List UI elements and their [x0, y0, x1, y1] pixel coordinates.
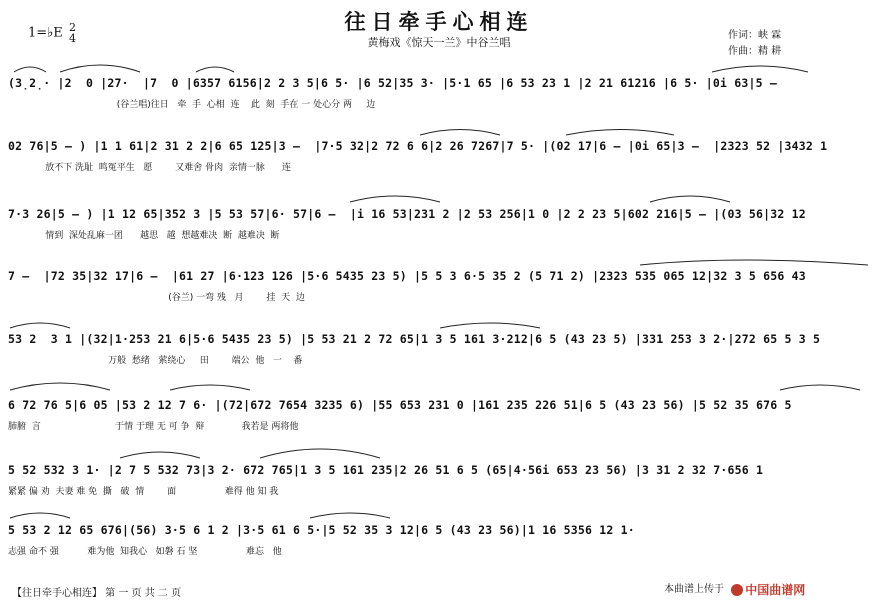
logo-text: 中国曲谱网 [745, 582, 806, 597]
lyric-line: 志强 命不 强 难为他 知我心 如磐 石 坚 难忘 他 [8, 547, 282, 557]
lyric-line: 情到 深处乱麻一团 越思 越 想越难决 断 越难决 断 [8, 231, 280, 241]
slur [14, 67, 46, 72]
slur [10, 383, 110, 390]
notation-line: 5 53 2 12 65 676|(56) 3·5 6 1 2 |3·5 61 6 5·|5 52 35 3 12|6 5 (43 23 56)|1 16 5356 12 1· [8, 523, 635, 537]
lyric-line: 紧紧 偏 劝 夫妻 难 免 撕 破 情 面 难得 他 知 我 [8, 487, 279, 497]
key-tonic: ♭E [47, 25, 63, 41]
lyricist-credit: 作词：峡 霖 [728, 30, 782, 41]
notation-line: 6 72 76 5|6 05 |53 2 12 7 6· |(72|672 7654 3235 6) |55 653 231 0 |161 235 226 51|6 5 (43 23 56) |5 52 35 676 5 [8, 398, 792, 412]
page-indicator: 【往日牵手心相连】 第 一 页 共 二 页 [12, 588, 182, 599]
lyric-line: 肺腑 言 于情 于理 无 可 争 辩 我若是 两将他 [8, 422, 299, 432]
slur [10, 323, 70, 328]
notation-line: 7 – |72 35|32 17|6 – |61 27 |6·123 126 |5·6 5435 23 5) |5 5 3 6·5 35 2 (5 71 2) |2323 535 065 12|32 3 5 656 43 [8, 269, 806, 283]
lyric-line: 放不下 洗耻 鸣冤平生 愿 又难舍 骨肉 亲情一脉 连 [8, 163, 291, 173]
notation-line: 02 76|5 – ) |1 1 61|2 31 2 2|6 65 125|3 – |7·5 32|2 72 6 6|2 26 7267|7 5· |(02 17|6 – |0i 65|3 – |2323 52 |3432 1 [8, 139, 828, 153]
key-prefix: 1= [28, 25, 48, 41]
meter-bottom: 4 [68, 32, 76, 45]
slur [10, 513, 70, 518]
slur [60, 65, 140, 72]
slur [196, 67, 234, 72]
slur [420, 130, 500, 136]
time-signature [69, 22, 76, 44]
slur [712, 66, 808, 72]
slur [260, 449, 380, 458]
notation-line: 5 52 532 3 1· |2 7 5 532 73|3 2· 672 765|1 3 5 161 235|2 26 51 6 5 (65|4·56i 653 23 56) |3 31 2 32 7·656 1 [8, 463, 764, 477]
slur [170, 385, 250, 390]
slur [650, 196, 730, 202]
page-title: 往日牵手心相连 [344, 9, 534, 34]
slur [310, 513, 390, 518]
lyric-line: 万般 愁绪 萦绕心 田 端公 他 一 番 [8, 356, 303, 366]
slur [350, 196, 440, 202]
slur [780, 385, 860, 390]
slur [120, 452, 200, 458]
source-text: 本曲谱上传于 [664, 584, 724, 595]
composer-credit: 作曲：精 耕 [728, 46, 782, 57]
key-signature [28, 22, 76, 44]
credits [728, 28, 781, 60]
slur [440, 323, 540, 328]
notation-line: 53 2 3 1 |(32|1·253 21 6|5·6 5435 23 5) |5 53 21 2 72 65|1 3 5 161 3·212|6 5 (43 23 5) |331 253 3 2·|272 65 5 3 5 [8, 332, 821, 346]
lyric-line: (谷兰) 一弯 残 月 挂 天 边 [8, 293, 305, 303]
notation-line: 7·3 26|5 – ) |1 12 65|352 3 |5 53 57|6· 57|6 – |i 16 53|231 2 |2 53 256|1 0 |2 2 23 5|602 216|5 – |(03 56|32 12 [8, 207, 806, 221]
subtitle: 黄梅戏《惊天一兰》中谷兰唱 [367, 36, 511, 49]
slur [640, 260, 868, 265]
logo-icon [731, 584, 743, 596]
notation-line: (3̣2̣· |2 0 |27· |7 0 |6357 6156|2 2 3 5|6 5· |6 52|35 3· |5·1 65 |6 53 23 1 |2 21 61216 |6 5· |0i 63|5 – [8, 76, 785, 90]
meter-top: 2 [68, 21, 76, 34]
site-logo [731, 581, 805, 598]
lyric-line: (谷兰唱)往日 牵 手 心相 连 此 刻 手在 一 处心分 两 边 [8, 100, 376, 110]
slur [566, 130, 674, 136]
source-credit [664, 580, 805, 598]
